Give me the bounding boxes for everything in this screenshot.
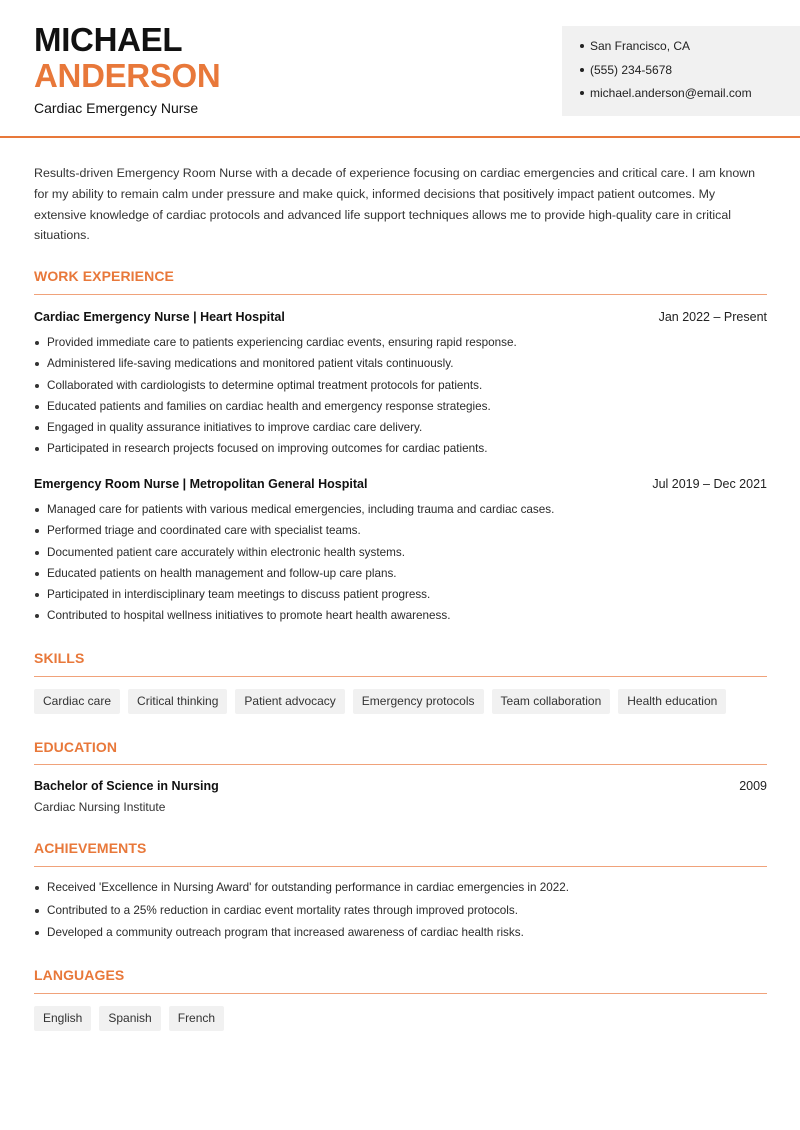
- list-item: Managed care for patients with various medical emergencies, including trauma and cardiac cases.: [34, 499, 767, 520]
- resume-header: [0, 0, 800, 138]
- first-name: MICHAEL: [34, 21, 183, 58]
- list-item: Documented patient care accurately within electronic health systems.: [34, 542, 767, 563]
- job-date: Jan 2022 – Present: [658, 310, 767, 324]
- skill-chip: Emergency protocols: [353, 689, 484, 714]
- skill-chip: Health education: [618, 689, 726, 714]
- list-item: Collaborated with cardiologists to determine optimal treatment protocols for patients.: [34, 375, 767, 396]
- language-chip: French: [169, 1006, 224, 1031]
- last-name: ANDERSON: [34, 57, 221, 94]
- job-title: Cardiac Emergency Nurse | Heart Hospital: [34, 310, 285, 324]
- section-divider: [34, 294, 767, 295]
- contact-box: [562, 26, 800, 116]
- list-item: Developed a community outreach program that increased awareness of cardiac health risks.: [34, 922, 767, 945]
- list-item: Contributed to a 25% reduction in cardiac event mortality rates through improved protocols.: [34, 900, 767, 923]
- section-divider: [34, 993, 767, 994]
- candidate-name: [34, 22, 220, 94]
- section-title-work: WORK EXPERIENCE: [34, 268, 174, 284]
- skill-chip: Critical thinking: [128, 689, 227, 714]
- section-title-achievements: ACHIEVEMENTS: [34, 840, 147, 856]
- language-chip: English: [34, 1006, 91, 1031]
- section-divider: [34, 676, 767, 677]
- contact-email[interactable]: michael.anderson@email.com: [580, 85, 752, 109]
- skill-chip: Team collaboration: [492, 689, 611, 714]
- job-bullets: [34, 499, 767, 627]
- section-divider: [34, 764, 767, 765]
- achievements-list: [34, 877, 767, 945]
- summary-paragraph: Results-driven Emergency Room Nurse with a decade of experience focusing on cardiac emergencies and critical care. I am known for my ability to remain calm under pressure and make quick, informed decisions that positively impact patient outcomes. My extensive knowledge of cardiac protocols and advanced life support techniques allows me to provide high-quality care in critical situations.: [34, 166, 756, 243]
- section-title-skills: SKILLS: [34, 650, 85, 666]
- skill-chip: Patient advocacy: [235, 689, 344, 714]
- skills-list: [34, 689, 726, 714]
- list-item: Contributed to hospital wellness initiatives to promote heart health awareness.: [34, 605, 767, 626]
- section-divider: [34, 866, 767, 867]
- job-role: Cardiac Emergency Nurse: [34, 100, 199, 116]
- list-item: Participated in research projects focused on improving outcomes for cardiac patients.: [34, 438, 767, 459]
- contact-list: [580, 38, 752, 109]
- list-item: Provided immediate care to patients experiencing cardiac events, ensuring rapid response.: [34, 332, 767, 353]
- list-item: Educated patients on health management and follow-up care plans.: [34, 563, 767, 584]
- list-item: Administered life-saving medications and monitored patient vitals continuously.: [34, 353, 767, 374]
- section-title-education: EDUCATION: [34, 739, 118, 755]
- list-item: Engaged in quality assurance initiatives to improve cardiac care delivery.: [34, 417, 767, 438]
- section-title-languages: LANGUAGES: [34, 967, 125, 983]
- list-item: Received 'Excellence in Nursing Award' for outstanding performance in cardiac emergencies in 2022.: [34, 877, 767, 900]
- education-school: Cardiac Nursing Institute: [34, 800, 166, 814]
- list-item: Performed triage and coordinated care with specialist teams.: [34, 520, 767, 541]
- languages-list: [34, 1006, 224, 1031]
- list-item: Educated patients and families on cardiac health and emergency response strategies.: [34, 396, 767, 417]
- list-item: Participated in interdisciplinary team meetings to discuss patient progress.: [34, 584, 767, 605]
- education-degree: Bachelor of Science in Nursing: [34, 779, 219, 793]
- skill-chip: Cardiac care: [34, 689, 120, 714]
- job-bullets: [34, 332, 767, 460]
- language-chip: Spanish: [99, 1006, 160, 1031]
- contact-location: San Francisco, CA: [580, 38, 752, 62]
- job-title: Emergency Room Nurse | Metropolitan General Hospital: [34, 477, 368, 491]
- contact-phone: (555) 234-5678: [580, 62, 752, 86]
- job-date: Jul 2019 – Dec 2021: [652, 477, 767, 491]
- education-year: 2009: [739, 779, 767, 793]
